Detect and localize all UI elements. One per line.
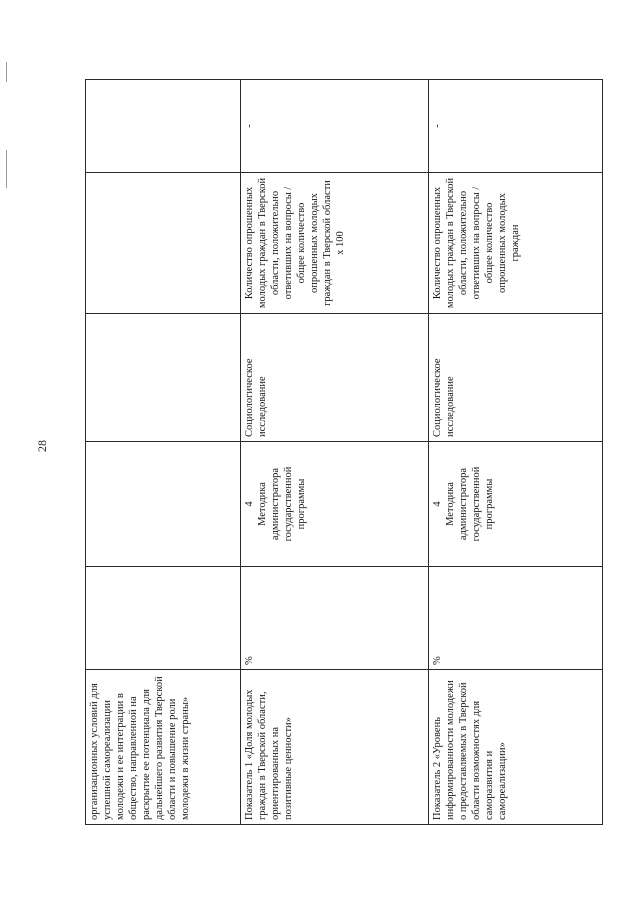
table-row-indicator-2 <box>429 80 603 825</box>
method-number: 4 <box>244 501 255 507</box>
unit-text: % <box>244 656 255 665</box>
empty-cell <box>86 173 241 314</box>
method-cell <box>429 442 603 567</box>
source-cell <box>241 314 429 442</box>
empty-cell <box>86 442 241 567</box>
indicator-cell <box>241 670 429 825</box>
value-text: - <box>432 124 443 128</box>
source-text: Социологическое исследование <box>244 358 268 437</box>
formula-text: Количество опрошенных молодых граждан в Тверской области, положительно ответивших на вопросы / общее количество опрошенных молодых граждан <box>432 177 521 309</box>
value-text: - <box>244 124 255 128</box>
formula-cell <box>241 173 429 314</box>
page-number: 28 <box>35 440 49 452</box>
rotated-table-container <box>85 80 602 825</box>
unit-cell <box>241 567 429 670</box>
scan-margin-mark-bottom <box>6 150 7 188</box>
indicator-table <box>85 79 603 825</box>
method-name: Методика администратора государственной программы <box>445 466 495 542</box>
unit-text: % <box>432 656 443 665</box>
empty-cell <box>86 567 241 670</box>
indicator-text: Показатель 1 «Доля молодых граждан в Тверской области, ориентированных на позитивные ценности» <box>244 689 294 820</box>
value-cell <box>429 80 603 173</box>
table-row-continuation <box>86 80 241 825</box>
table-row-indicator-1 <box>241 80 429 825</box>
continuation-text-cell <box>86 670 241 825</box>
empty-cell <box>86 80 241 173</box>
source-cell <box>429 314 603 442</box>
formula-cell <box>429 173 603 314</box>
method-cell <box>241 442 429 567</box>
empty-cell <box>86 314 241 442</box>
scan-margin-mark-top <box>6 62 7 82</box>
method-number: 4 <box>432 501 443 507</box>
indicator-text: Показатель 2 «Уровень информированности молодежи о предоставляемых в Тверской области возможностях для саморазвития и самореализации» <box>432 680 508 820</box>
continuation-text: организационных условий для успешной самореализации молодежи и ее интеграции в общество, направленной на раскрытие ее потенциала для дальнейшего развития Тверской области и повышение роли молодежи в жизни страны» <box>89 676 191 820</box>
value-cell <box>241 80 429 173</box>
formula-text: Количество опрошенных молодых граждан в Тверской области, положительно ответивших на вопросы / общее количество опрошенных молодых граждан в Тверской области х 100 <box>244 177 346 309</box>
source-text: Социологическое исследование <box>432 358 456 437</box>
method-name: Методика администратора государственной программы <box>257 466 307 542</box>
indicator-cell <box>429 670 603 825</box>
unit-cell <box>429 567 603 670</box>
